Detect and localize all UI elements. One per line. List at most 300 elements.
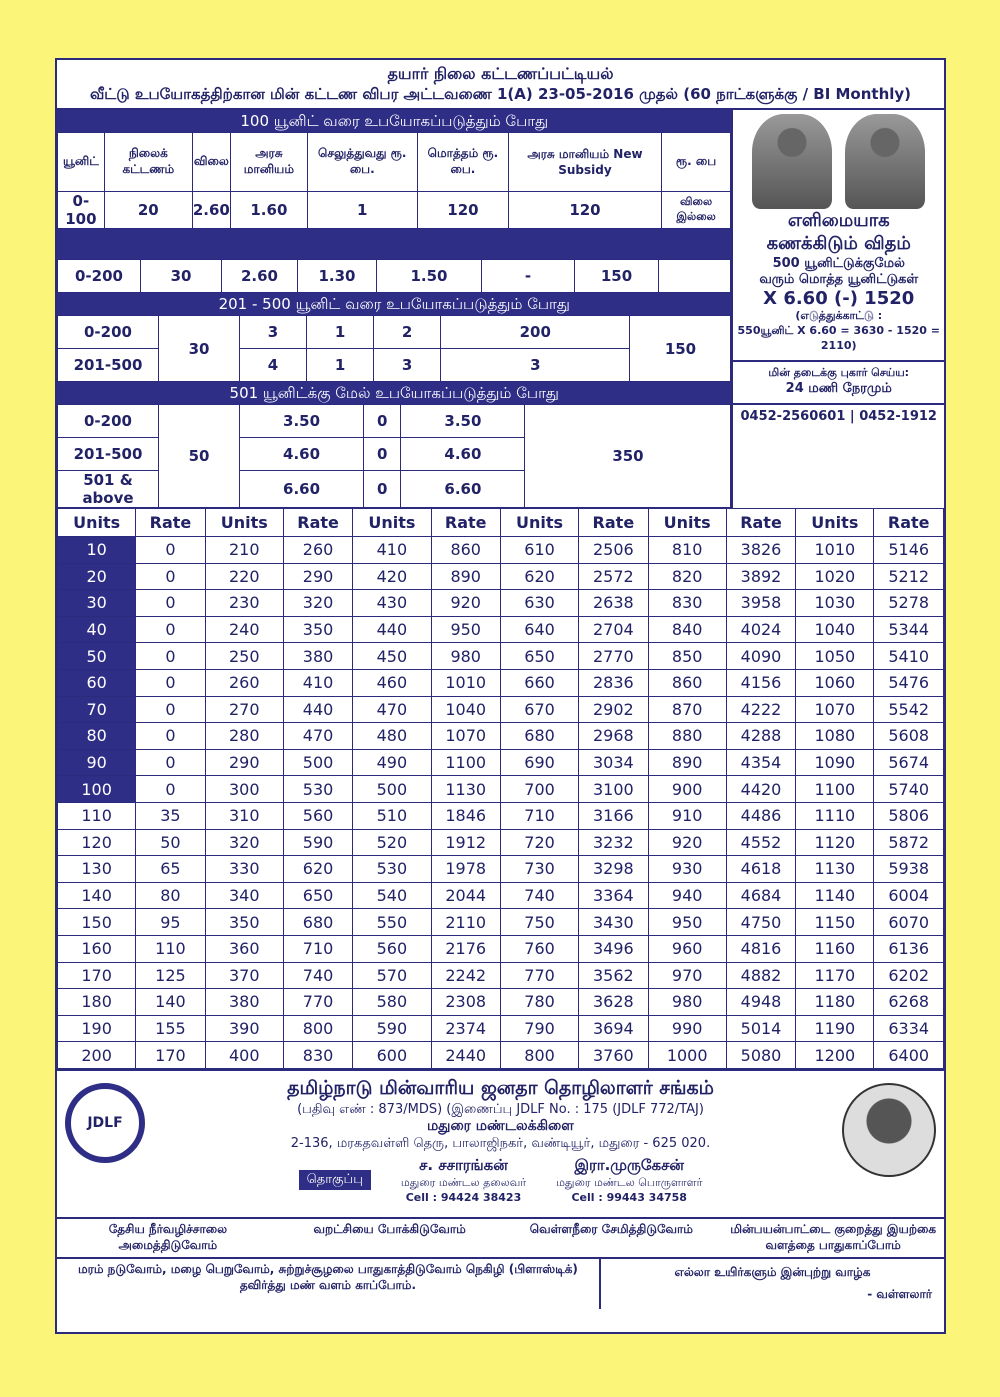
rate-cell: 1846 — [431, 802, 500, 829]
rate-cell: 830 — [283, 1042, 352, 1069]
signatory — [556, 1156, 702, 1204]
jdlf-logo: JDLF — [65, 1083, 145, 1163]
rate-cell: 920 — [431, 590, 500, 617]
table-row — [58, 537, 944, 564]
rate-cell: 2308 — [431, 989, 500, 1016]
rate-col-header: Units — [58, 509, 136, 537]
rate-cell: 470 — [283, 723, 352, 750]
rate-cell: 860 — [648, 669, 726, 696]
rate-cell: 740 — [283, 962, 352, 989]
rate-cell: 320 — [283, 590, 352, 617]
rate-cell: 250 — [205, 643, 283, 670]
rate-cell: 6070 — [874, 909, 944, 936]
tariff-section — [57, 110, 944, 508]
rate-cell: 3100 — [579, 776, 648, 803]
rate-cell: 440 — [353, 616, 431, 643]
rate-cell: 4486 — [726, 802, 795, 829]
rate-cell: 5806 — [874, 802, 944, 829]
th-pay: செலுத்துவது ரூ. பை. — [307, 133, 417, 192]
rate-cell: 1060 — [796, 669, 874, 696]
rate-cell: 990 — [648, 1015, 726, 1042]
table-row — [58, 935, 944, 962]
compiled-tag: தொகுப்பு — [299, 1170, 371, 1190]
cell: 120 — [509, 192, 661, 229]
rate-cell: 3826 — [726, 537, 795, 564]
rate-cell: 5212 — [874, 563, 944, 590]
rate-cell: 380 — [283, 643, 352, 670]
table-row — [58, 1042, 944, 1069]
rate-cell: 1040 — [431, 696, 500, 723]
rate-cell: 1040 — [796, 616, 874, 643]
rate-cell: 0 — [136, 537, 205, 564]
rate-cell: 1100 — [796, 776, 874, 803]
cell: 2.60 — [192, 192, 230, 229]
cell: 350 — [525, 405, 731, 508]
rate-cell: 5476 — [874, 669, 944, 696]
rate-cell: 130 — [58, 856, 136, 883]
rate-cell: 110 — [136, 935, 205, 962]
quote: எல்லா உயிர்களும் இன்புற்று வாழ்க — [674, 1264, 871, 1279]
signatory-name: இரா.முருகேசன் — [574, 1155, 684, 1174]
cell: 3.50 — [240, 405, 364, 438]
rate-cell: 410 — [283, 669, 352, 696]
tariff-tables — [57, 110, 731, 508]
table-row — [58, 882, 944, 909]
rate-cell: 125 — [136, 962, 205, 989]
th-unit: யூனிட் — [58, 133, 105, 192]
rate-cell: 1130 — [431, 776, 500, 803]
rate-cell: 590 — [283, 829, 352, 856]
th-new-subsidy: அரசு மானியம் New Subsidy — [509, 133, 661, 192]
rate-cell: 760 — [500, 935, 578, 962]
side-heading: எளிமையாக — [787, 210, 890, 231]
rate-cell: 6004 — [874, 882, 944, 909]
rate-col-header: Units — [648, 509, 726, 537]
table-row — [58, 749, 944, 776]
rate-cell: 5542 — [874, 696, 944, 723]
rate-cell: 3166 — [579, 802, 648, 829]
cell: 200 — [441, 316, 630, 349]
rate-cell: 720 — [500, 829, 578, 856]
rate-cell: 3562 — [579, 962, 648, 989]
rate-cell: 1030 — [796, 590, 874, 617]
rate-cell: 1080 — [796, 723, 874, 750]
rate-cell: 550 — [353, 909, 431, 936]
rate-cell: 3298 — [579, 856, 648, 883]
rate-cell: 680 — [283, 909, 352, 936]
cell: 4.60 — [240, 438, 364, 471]
table-row — [58, 909, 944, 936]
rate-cell: 1130 — [796, 856, 874, 883]
th-subsidy: அரசு மானியம் — [230, 133, 307, 192]
rate-cell: 80 — [58, 723, 136, 750]
quote-author: - வள்ளலார் — [867, 1286, 932, 1301]
rate-cell: 1200 — [796, 1042, 874, 1069]
cell: 0-100 — [58, 192, 105, 229]
rate-cell: 970 — [648, 962, 726, 989]
rate-cell: 350 — [205, 909, 283, 936]
rate-cell: 780 — [500, 989, 578, 1016]
slogan: வறட்சியை போக்கிடுவோம் — [313, 1221, 466, 1236]
rate-cell: 810 — [648, 537, 726, 564]
rate-cell: 6202 — [874, 962, 944, 989]
side-heading: கணக்கிடும் விதம் — [766, 233, 911, 254]
rate-cell: 35 — [136, 802, 205, 829]
rate-cell: 980 — [431, 643, 500, 670]
rate-cell: 630 — [500, 590, 578, 617]
cell: 0-200 — [58, 316, 159, 349]
rate-cell: 740 — [500, 882, 578, 909]
rate-col-header: Units — [353, 509, 431, 537]
rate-cell: 4420 — [726, 776, 795, 803]
complaint-box — [733, 360, 944, 424]
rate-cell: 620 — [283, 856, 352, 883]
complaint-text: மின் தடைக்கு புகார் செய்ய: — [768, 366, 910, 379]
rate-cell: 1170 — [796, 962, 874, 989]
rate-cell: 0 — [136, 669, 205, 696]
rate-table-body — [58, 537, 944, 1069]
rate-cell: 890 — [431, 563, 500, 590]
rate-cell: 1978 — [431, 856, 500, 883]
rate-cell: 870 — [648, 696, 726, 723]
rate-cell: 80 — [136, 882, 205, 909]
rate-cell: 3628 — [579, 989, 648, 1016]
rate-cell: 4948 — [726, 989, 795, 1016]
th-total: மொத்தம் ரூ. பை. — [417, 133, 509, 192]
rate-cell: 5938 — [874, 856, 944, 883]
rate-cell: 1150 — [796, 909, 874, 936]
rate-cell: 580 — [353, 989, 431, 1016]
rate-cell: 340 — [205, 882, 283, 909]
rate-cell: 520 — [353, 829, 431, 856]
rate-cell: 480 — [353, 723, 431, 750]
rate-col-header: Units — [500, 509, 578, 537]
cell: 2 — [374, 316, 441, 349]
rate-cell: 1070 — [431, 723, 500, 750]
rate-cell: 3232 — [579, 829, 648, 856]
cell: 201-500 — [58, 349, 159, 382]
rate-cell: 4684 — [726, 882, 795, 909]
rate-cell: 650 — [283, 882, 352, 909]
rate-cell: 500 — [353, 776, 431, 803]
rate-cell: 830 — [648, 590, 726, 617]
rate-cell: 2572 — [579, 563, 648, 590]
side-text: வரும் மொத்த யூனிட்டுகள் — [759, 272, 919, 287]
rate-cell: 540 — [353, 882, 431, 909]
rate-cell: 20 — [58, 563, 136, 590]
cell: 201-500 — [58, 438, 159, 471]
cell: 0-200 — [58, 260, 141, 293]
rate-cell: 110 — [58, 802, 136, 829]
rate-cell: 710 — [283, 935, 352, 962]
cell: 1.30 — [298, 260, 377, 293]
rate-col-header: Units — [205, 509, 283, 537]
rate-cell: 0 — [136, 563, 205, 590]
rate-col-header: Rate — [431, 509, 500, 537]
rate-col-header: Rate — [283, 509, 352, 537]
cell — [659, 260, 731, 293]
rate-cell: 310 — [205, 802, 283, 829]
org-name: தமிழ்நாடு மின்வாரிய ஜனதா தொழிலாளர் சங்கம் — [287, 1076, 714, 1099]
rate-cell: 3694 — [579, 1015, 648, 1042]
cell: 3 — [441, 349, 630, 382]
rate-cell: 5146 — [874, 537, 944, 564]
rate-cell: 1000 — [648, 1042, 726, 1069]
rate-cell: 2902 — [579, 696, 648, 723]
rate-cell: 390 — [205, 1015, 283, 1042]
rate-cell: 4354 — [726, 749, 795, 776]
rate-cell: 350 — [283, 616, 352, 643]
rate-cell: 500 — [283, 749, 352, 776]
rate-cell: 260 — [283, 537, 352, 564]
side-text: 500 யூனிட்டுக்குமேல் — [772, 256, 905, 271]
rate-cell: 200 — [58, 1042, 136, 1069]
rate-cell: 1100 — [431, 749, 500, 776]
rate-cell: 10 — [58, 537, 136, 564]
rate-cell: 3364 — [579, 882, 648, 909]
rate-cell: 2242 — [431, 962, 500, 989]
rate-cell: 840 — [648, 616, 726, 643]
table-row — [58, 563, 944, 590]
cell: - — [482, 260, 575, 293]
rate-cell: 1912 — [431, 829, 500, 856]
cell: 50 — [159, 405, 240, 508]
table-row — [58, 590, 944, 617]
rate-cell: 800 — [283, 1015, 352, 1042]
rate-col-header: Rate — [726, 509, 795, 537]
cell: 0 — [364, 438, 401, 471]
signatory-role: மதுரை மண்டல தலைவர் — [400, 1175, 527, 1189]
cell: 1 — [307, 192, 417, 229]
rate-cell: 230 — [205, 590, 283, 617]
portrait-pair — [733, 110, 944, 210]
rate-cell: 155 — [136, 1015, 205, 1042]
cell: 0 — [364, 471, 401, 508]
cell: 30 — [159, 316, 240, 382]
rate-col-header: Rate — [136, 509, 205, 537]
rate-cell: 5344 — [874, 616, 944, 643]
rate-cell: 0 — [136, 643, 205, 670]
rate-cell: 960 — [648, 935, 726, 962]
rate-cell: 270 — [205, 696, 283, 723]
rate-cell: 2638 — [579, 590, 648, 617]
rate-cell: 2506 — [579, 537, 648, 564]
rate-cell: 65 — [136, 856, 205, 883]
rate-cell: 50 — [136, 829, 205, 856]
signatory-cell: Cell : 99443 34758 — [571, 1190, 687, 1204]
rate-cell: 3430 — [579, 909, 648, 936]
cell: 4.60 — [401, 438, 525, 471]
rate-cell: 410 — [353, 537, 431, 564]
band-501-above: 501 யூனிட்க்கு மேல் உபயோகப்படுத்தும் போது — [57, 382, 731, 404]
cell: 3.50 — [401, 405, 525, 438]
rate-cell: 3760 — [579, 1042, 648, 1069]
rate-cell: 0 — [136, 696, 205, 723]
signatory-cell: Cell : 94424 38423 — [405, 1190, 522, 1204]
rate-cell: 190 — [58, 1015, 136, 1042]
rate-cell: 5278 — [874, 590, 944, 617]
rate-cell: 100 — [58, 776, 136, 803]
rate-cell: 3034 — [579, 749, 648, 776]
rate-cell: 800 — [500, 1042, 578, 1069]
rate-cell: 1050 — [796, 643, 874, 670]
rate-cell: 770 — [500, 962, 578, 989]
rate-cell: 4024 — [726, 616, 795, 643]
rate-cell: 6268 — [874, 989, 944, 1016]
rate-cell: 4156 — [726, 669, 795, 696]
rate-cell: 860 — [431, 537, 500, 564]
address: 2-136, மரகதவள்ளி தெரு, பாலாஜிநகர், வண்டியூர், மதுரை - 625 020. — [290, 1135, 711, 1151]
rate-cell: 940 — [648, 882, 726, 909]
slogan-row — [57, 1217, 944, 1257]
cell: 1 — [307, 316, 374, 349]
rate-cell: 920 — [648, 829, 726, 856]
rate-cell: 950 — [648, 909, 726, 936]
rate-cell: 2968 — [579, 723, 648, 750]
side-example: (எடுத்துக்காட்டு : — [795, 309, 883, 322]
rate-cell: 380 — [205, 989, 283, 1016]
cell: 501 & above — [58, 471, 159, 508]
table-row — [58, 643, 944, 670]
rate-cell: 750 — [500, 909, 578, 936]
rate-cell: 430 — [353, 590, 431, 617]
rate-cell: 5410 — [874, 643, 944, 670]
signatories — [57, 1156, 944, 1204]
rate-cell: 560 — [353, 935, 431, 962]
rate-cell: 5674 — [874, 749, 944, 776]
cell: 2.60 — [222, 260, 298, 293]
rate-cell: 2704 — [579, 616, 648, 643]
tariff-card — [55, 58, 946, 1334]
rate-cell: 690 — [500, 749, 578, 776]
rate-cell: 670 — [500, 696, 578, 723]
rate-cell: 0 — [136, 749, 205, 776]
bottom-row — [57, 1257, 944, 1309]
side-example: 550யூனிட் X 6.60 = 3630 - 1520 = 2110) — [737, 324, 940, 352]
rate-cell: 620 — [500, 563, 578, 590]
page-subtitle: வீட்டு உபயோகத்திற்கான மின் கட்டண விபர அட்டவணை 1(A) 23-05-2016 முதல் (60 நாட்களுக்கு / BI Monthly) — [57, 85, 944, 110]
rate-cell: 1010 — [431, 669, 500, 696]
band-upto-100: 100 யூனிட் வரை உபயோகப்படுத்தும் போது — [57, 110, 731, 132]
table-row — [58, 669, 944, 696]
cell: 120 — [417, 192, 509, 229]
signatory-role: மதுரை மண்டல பொருளாளர் — [556, 1175, 703, 1189]
rate-cell: 6400 — [874, 1042, 944, 1069]
rate-cell: 660 — [500, 669, 578, 696]
rate-cell: 420 — [353, 563, 431, 590]
rate-cell: 610 — [500, 537, 578, 564]
rate-cell: 2440 — [431, 1042, 500, 1069]
rate-cell: 1070 — [796, 696, 874, 723]
rate-cell: 30 — [58, 590, 136, 617]
rate-cell: 6334 — [874, 1015, 944, 1042]
signatory-name: ச. சசாரங்கன் — [419, 1155, 508, 1174]
rate-cell: 5080 — [726, 1042, 795, 1069]
table-row — [58, 829, 944, 856]
cell: 6.60 — [240, 471, 364, 508]
rate-cell: 330 — [205, 856, 283, 883]
rate-cell: 1180 — [796, 989, 874, 1016]
rate-cell: 1140 — [796, 882, 874, 909]
cell: 1 — [307, 349, 374, 382]
band-blank — [57, 229, 731, 259]
rate-cell: 2836 — [579, 669, 648, 696]
footer — [57, 1069, 944, 1217]
rate-cell: 590 — [353, 1015, 431, 1042]
rate-cell: 50 — [58, 643, 136, 670]
table-row — [58, 723, 944, 750]
rate-cell: 140 — [136, 989, 205, 1016]
rate-cell: 1110 — [796, 802, 874, 829]
rate-cell: 820 — [648, 563, 726, 590]
rate-cell: 3958 — [726, 590, 795, 617]
rate-cell: 530 — [353, 856, 431, 883]
table-row — [58, 696, 944, 723]
tariff-table-above-500 — [57, 404, 731, 508]
rate-cell: 60 — [58, 669, 136, 696]
rate-cell: 70 — [58, 696, 136, 723]
rate-cell: 95 — [136, 909, 205, 936]
rate-table — [57, 508, 944, 1069]
rate-cell: 0 — [136, 590, 205, 617]
rate-cell: 5014 — [726, 1015, 795, 1042]
rate-cell: 290 — [205, 749, 283, 776]
rate-cell: 40 — [58, 616, 136, 643]
rate-col-header: Rate — [874, 509, 944, 537]
rate-cell: 4090 — [726, 643, 795, 670]
rate-cell: 180 — [58, 989, 136, 1016]
table-row — [58, 616, 944, 643]
rate-cell: 680 — [500, 723, 578, 750]
rate-cell: 4288 — [726, 723, 795, 750]
branch: மதுரை மண்டலக்கிளை — [427, 1117, 574, 1134]
rate-cell: 510 — [353, 802, 431, 829]
rate-cell: 1160 — [796, 935, 874, 962]
rate-cell: 700 — [500, 776, 578, 803]
rate-cell: 140 — [58, 882, 136, 909]
rate-cell: 650 — [500, 643, 578, 670]
tariff-table-200 — [57, 259, 731, 293]
cell: 20 — [104, 192, 192, 229]
cell: 1.60 — [230, 192, 307, 229]
rate-cell: 290 — [283, 563, 352, 590]
rate-cell: 2770 — [579, 643, 648, 670]
rate-cell: 530 — [283, 776, 352, 803]
rate-cell: 320 — [205, 829, 283, 856]
rate-cell: 790 — [500, 1015, 578, 1042]
th-fixed: நிலைக் கட்டணம் — [104, 133, 192, 192]
cell: 150 — [575, 260, 659, 293]
rate-cell: 1010 — [796, 537, 874, 564]
rate-cell: 710 — [500, 802, 578, 829]
page-title: தயார் நிலை கட்டணப்பட்டியல் — [387, 64, 614, 83]
table-row — [58, 802, 944, 829]
rate-col-header: Units — [796, 509, 874, 537]
rate-cell: 240 — [205, 616, 283, 643]
rate-cell: 3496 — [579, 935, 648, 962]
rate-cell: 730 — [500, 856, 578, 883]
rate-cell: 600 — [353, 1042, 431, 1069]
rate-cell: 4552 — [726, 829, 795, 856]
rate-cell: 160 — [58, 935, 136, 962]
rate-cell: 910 — [648, 802, 726, 829]
quote-box — [601, 1259, 944, 1309]
rate-cell: 90 — [58, 749, 136, 776]
rate-cell: 170 — [136, 1042, 205, 1069]
rate-table-header — [58, 509, 944, 537]
rate-cell: 260 — [205, 669, 283, 696]
table-row — [58, 1015, 944, 1042]
